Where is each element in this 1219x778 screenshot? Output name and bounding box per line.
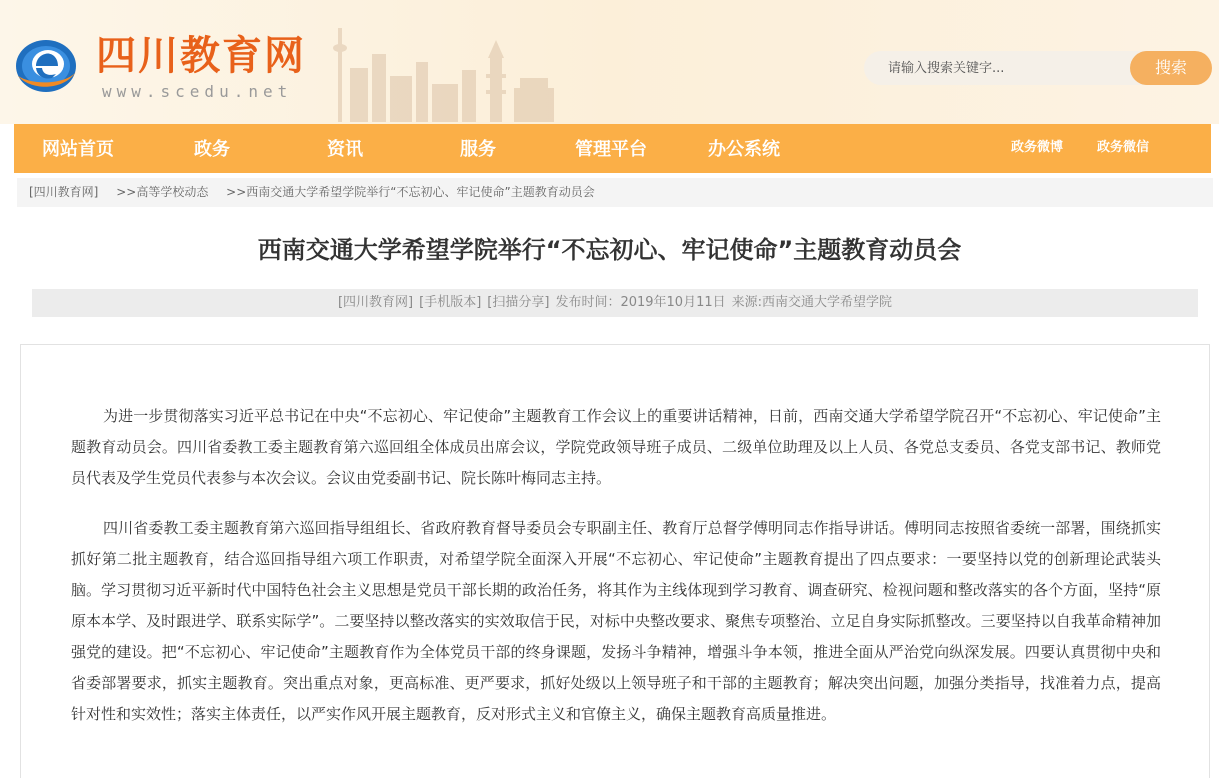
nav-item-news[interactable]: 资讯 bbox=[327, 139, 363, 160]
article-paragraph: 为进一步贯彻落实习近平总书记在中央“不忘初心、牢记使命”主题教育工作会议上的重要讲话精神，日前，西南交通大学希望学院召开“不忘初心、牢记使命”主题教育动员会。四川省委教工委主题教育第六巡回组全体成员出席会议，学院党政领导班子成员、二级单位助理及以上人员、各党总支委员、各党支部书记、教师党员代表及学生党员代表参与本次会议。会议由党委副书记、院长陈叶梅同志主持。 bbox=[71, 407, 1161, 487]
search-input[interactable] bbox=[864, 51, 1164, 85]
article-paragraph: 四川省委教工委主题教育第六巡回指导组组长、省政府教育督导委员会专职副主任、教育厅总督学傅明同志作指导讲话。傅明同志按照省委统一部署，围绕抓实抓好第二批主题教育，结合巡回指导组六项工作职责，对希望学院全面深入开展“不忘初心、牢记使命”主题教育提出了四点要求：一要坚持以党的创新理论武装头脑。学习贯彻习近平新时代中国特色社会主义思想是党员干部长期的政治任务，将其作为主线体现到学习教育、调查研究、检视问题和整改落实的各个方面，坚持“原原本本学、及时跟进学、联系实际学”。二要坚持以整改落实的实效取信于民，对标中央整改要求、聚焦专项整治、立足自身实际抓整改。三要坚持以自我革命精神加强党的建设。把“不忘初心、牢记使命”主题教育作为全体党员干部的终身课题，发扬斗争精神，增强斗争本领，推进全面从严治党向纵深发展。四要认真贯彻中央和省委部署要求，抓实主题教育。突出重点对象，更高标准、更严要求，抓好处级以上领导班子和干部的主题教育；解决突出问题，加强分类指导，找准着力点，提高针对性和实效性；落实主体责任，以严实作风开展主题教育，反对形式主义和官僚主义，确保主题教育高质量推进。 bbox=[71, 519, 1161, 723]
nav-item-home[interactable]: 网站首页 bbox=[42, 139, 114, 160]
article-meta bbox=[32, 289, 1198, 317]
meta-source: 来源:西南交通大学希望学院 bbox=[731, 295, 893, 310]
article-body bbox=[20, 344, 1210, 778]
search-bar bbox=[864, 51, 1212, 85]
breadcrumb-home[interactable]: [四川教育网] bbox=[29, 185, 99, 199]
nav-link-weibo[interactable]: 政务微博 bbox=[1011, 140, 1064, 155]
article-title: 西南交通大学希望学院举行“不忘初心、牢记使命”主题教育动员会 bbox=[257, 236, 962, 264]
breadcrumb bbox=[17, 178, 1213, 207]
meta-share-link[interactable]: [扫描分享] bbox=[487, 295, 550, 310]
meta-site-link[interactable]: [四川教育网] bbox=[337, 295, 414, 310]
sichuan-edu-e-logo-icon bbox=[14, 32, 78, 96]
site-logo[interactable] bbox=[14, 28, 314, 108]
site-header bbox=[0, 0, 1219, 124]
nav-item-government[interactable]: 政务 bbox=[194, 139, 230, 160]
site-url: www.scedu.net bbox=[102, 82, 293, 101]
search-button[interactable]: 搜索 bbox=[1130, 51, 1212, 85]
city-skyline-decoration bbox=[320, 18, 560, 122]
breadcrumb-category[interactable]: >>高等学校动态 bbox=[116, 185, 209, 199]
main-nav bbox=[14, 124, 1211, 173]
meta-mobile-link[interactable]: [手机版本] bbox=[419, 295, 482, 310]
breadcrumb-current[interactable]: >>西南交通大学希望学院举行“不忘初心、牢记使命”主题教育动员会 bbox=[226, 185, 595, 199]
nav-item-management[interactable]: 管理平台 bbox=[575, 139, 647, 160]
nav-link-weixin[interactable]: 政务微信 bbox=[1097, 140, 1150, 155]
nav-item-services[interactable]: 服务 bbox=[460, 139, 496, 160]
nav-item-office[interactable]: 办公系统 bbox=[708, 139, 780, 160]
meta-published: 发布时间：2019年10月11日 bbox=[555, 295, 726, 310]
site-title: 四川教育网 bbox=[96, 33, 306, 79]
